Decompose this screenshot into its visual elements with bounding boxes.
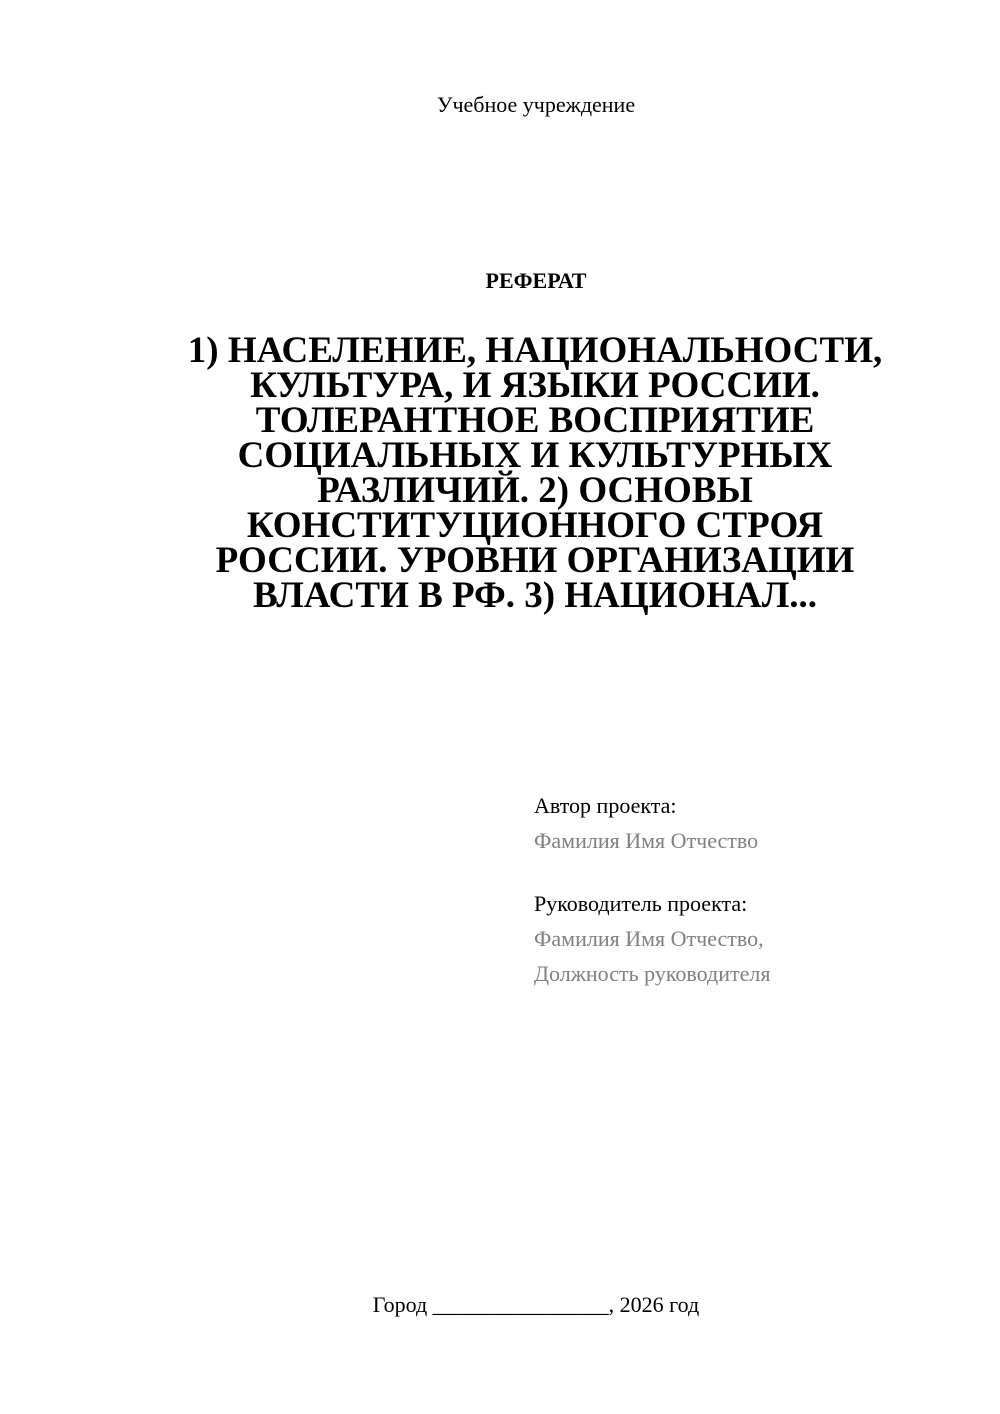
- author-name: Фамилия Имя Отчество: [534, 828, 759, 853]
- title-line: ТОЛЕРАНТНОЕ ВОСПРИЯТИЕ: [255, 400, 815, 441]
- title-line: ВЛАСТИ В РФ. 3) НАЦИОНАЛ...: [252, 575, 818, 616]
- title-line: КОНСТИТУЦИОННОГО СТРОЯ: [246, 505, 824, 546]
- document-title: [160, 330, 910, 616]
- title-line: РАЗЛИЧИЙ. 2) ОСНОВЫ: [317, 470, 753, 511]
- supervisor-position: Должность руководителя: [534, 961, 771, 986]
- document-type: РЕФЕРАТ: [485, 268, 587, 293]
- credits-block: [534, 788, 974, 991]
- title-line: 1) НАСЕЛЕНИЕ, НАЦИОНАЛЬНОСТИ,: [187, 330, 883, 371]
- title-line: КУЛЬТУРА, И ЯЗЫКИ РОССИИ.: [250, 365, 820, 406]
- title-line: РОССИИ. УРОВНИ ОРГАНИЗАЦИИ: [215, 540, 855, 581]
- credits-spacer: [534, 858, 974, 886]
- supervisor-label: Руководитель проекта:: [534, 891, 748, 916]
- author-label: Автор проекта:: [534, 793, 677, 818]
- title-line: СОЦИАЛЬНЫХ И КУЛЬТУРНЫХ: [237, 435, 833, 476]
- institution-name: Учебное учреждение: [436, 92, 636, 117]
- supervisor-name: Фамилия Имя Отчество,: [534, 926, 764, 951]
- city-year-line: Город ________________, 2026 год: [372, 1292, 700, 1317]
